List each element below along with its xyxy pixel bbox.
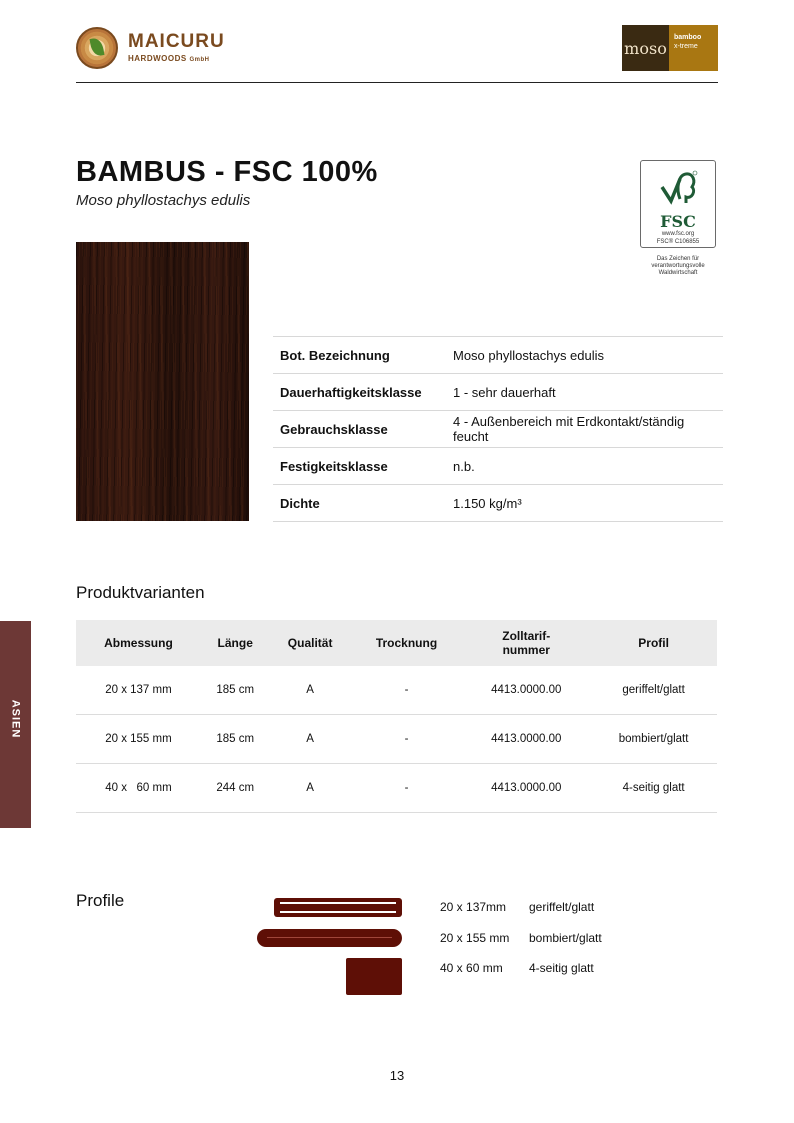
wood-sample-image [76, 242, 249, 521]
table-row [76, 764, 717, 813]
property-value: 1.150 kg/m³ [446, 485, 723, 522]
property-row [273, 411, 723, 448]
fsc-tree-icon [658, 169, 698, 209]
region-tab-label: ASIEN [9, 699, 22, 739]
table-cell: 4-seitig glatt [590, 764, 717, 813]
variants-heading: Produktvarianten [76, 583, 205, 602]
profile-dimension: 20 x 137mm [440, 900, 507, 914]
page-title: BAMBUS - FSC 100% [76, 156, 378, 188]
groove-line [280, 911, 396, 913]
profile-name: geriffelt/glatt [529, 900, 595, 914]
profiles-heading: Profile [76, 891, 125, 910]
page-number: 13 [389, 1068, 405, 1083]
table-cell: 185 cm [201, 666, 270, 715]
properties-table [273, 336, 723, 522]
fsc-caption: Das Zeichen für verantwortungsvolle Waldwirtschaft [651, 256, 705, 276]
column-header: Länge [201, 620, 270, 666]
profile-shape-convex [257, 929, 402, 947]
property-key: Festigkeitsklasse [273, 448, 446, 485]
moso-logo [622, 25, 718, 71]
property-key: Bot. Bezeichnung [273, 337, 446, 374]
column-header: Qualität [270, 620, 351, 666]
profile-shape-square [346, 958, 402, 995]
property-row [273, 485, 723, 522]
table-cell: - [351, 715, 463, 764]
brand-sub-small: GmbH [189, 57, 210, 63]
property-row [273, 374, 723, 411]
table-cell: 20 x 155 mm [76, 715, 201, 764]
fsc-label: FSC [660, 212, 696, 231]
profile-edge-line [267, 937, 392, 938]
table-cell: bombiert/glatt [590, 715, 717, 764]
table-row [76, 666, 717, 715]
variants-table [76, 620, 717, 813]
brand-subtitle [128, 54, 209, 63]
property-key: Gebrauchsklasse [273, 411, 446, 448]
fsc-url: www.fsc.org [661, 231, 695, 237]
moso-tagline [669, 25, 718, 71]
table-cell: A [270, 715, 351, 764]
column-header: Zolltarif- nummer [462, 620, 590, 666]
table-cell: geriffelt/glatt [590, 666, 717, 715]
table-cell: A [270, 764, 351, 813]
profile-dimension: 20 x 155 mm [440, 931, 510, 945]
header-divider [76, 82, 718, 83]
column-header: Abmessung [76, 620, 201, 666]
groove-line [280, 902, 396, 904]
profile-name: 4-seitig glatt [529, 961, 594, 975]
table-cell: 185 cm [201, 715, 270, 764]
table-cell: - [351, 764, 463, 813]
table-cell: 4413.0000.00 [462, 764, 590, 813]
page-subtitle: Moso phyllostachys edulis [76, 192, 251, 209]
moso-wordmark: moso [622, 25, 669, 71]
property-value: 4 - Außenbereich mit Erdkontakt/ständig feucht [446, 411, 723, 448]
table-cell: A [270, 666, 351, 715]
property-value: 1 - sehr dauerhaft [446, 374, 723, 411]
fsc-code: FSC® C106855 [656, 239, 700, 245]
moso-tagline-line1: bamboo [674, 34, 702, 41]
brand-sub-text: HARDWOODS [128, 54, 187, 63]
property-value: Moso phyllostachys edulis [446, 337, 723, 374]
table-cell: 4413.0000.00 [462, 715, 590, 764]
moso-tagline-line2: x-treme [674, 43, 698, 50]
property-row [273, 448, 723, 485]
table-cell: 244 cm [201, 764, 270, 813]
profile-name: bombiert/glatt [529, 931, 602, 945]
table-cell: 40 x 60 mm [76, 764, 201, 813]
table-row [76, 715, 717, 764]
profile-shape-grooved [274, 898, 402, 917]
table-cell: 20 x 137 mm [76, 666, 201, 715]
property-key: Dauerhaftigkeitsklasse [273, 374, 446, 411]
fsc-logo [640, 160, 716, 248]
profile-dimension: 40 x 60 mm [440, 961, 503, 975]
table-cell: - [351, 666, 463, 715]
table-cell: 4413.0000.00 [462, 666, 590, 715]
brand-name: MAICURU [128, 31, 225, 52]
property-value: n.b. [446, 448, 723, 485]
property-row [273, 337, 723, 374]
column-header: Profil [590, 620, 717, 666]
column-header: Trocknung [351, 620, 463, 666]
property-key: Dichte [273, 485, 446, 522]
